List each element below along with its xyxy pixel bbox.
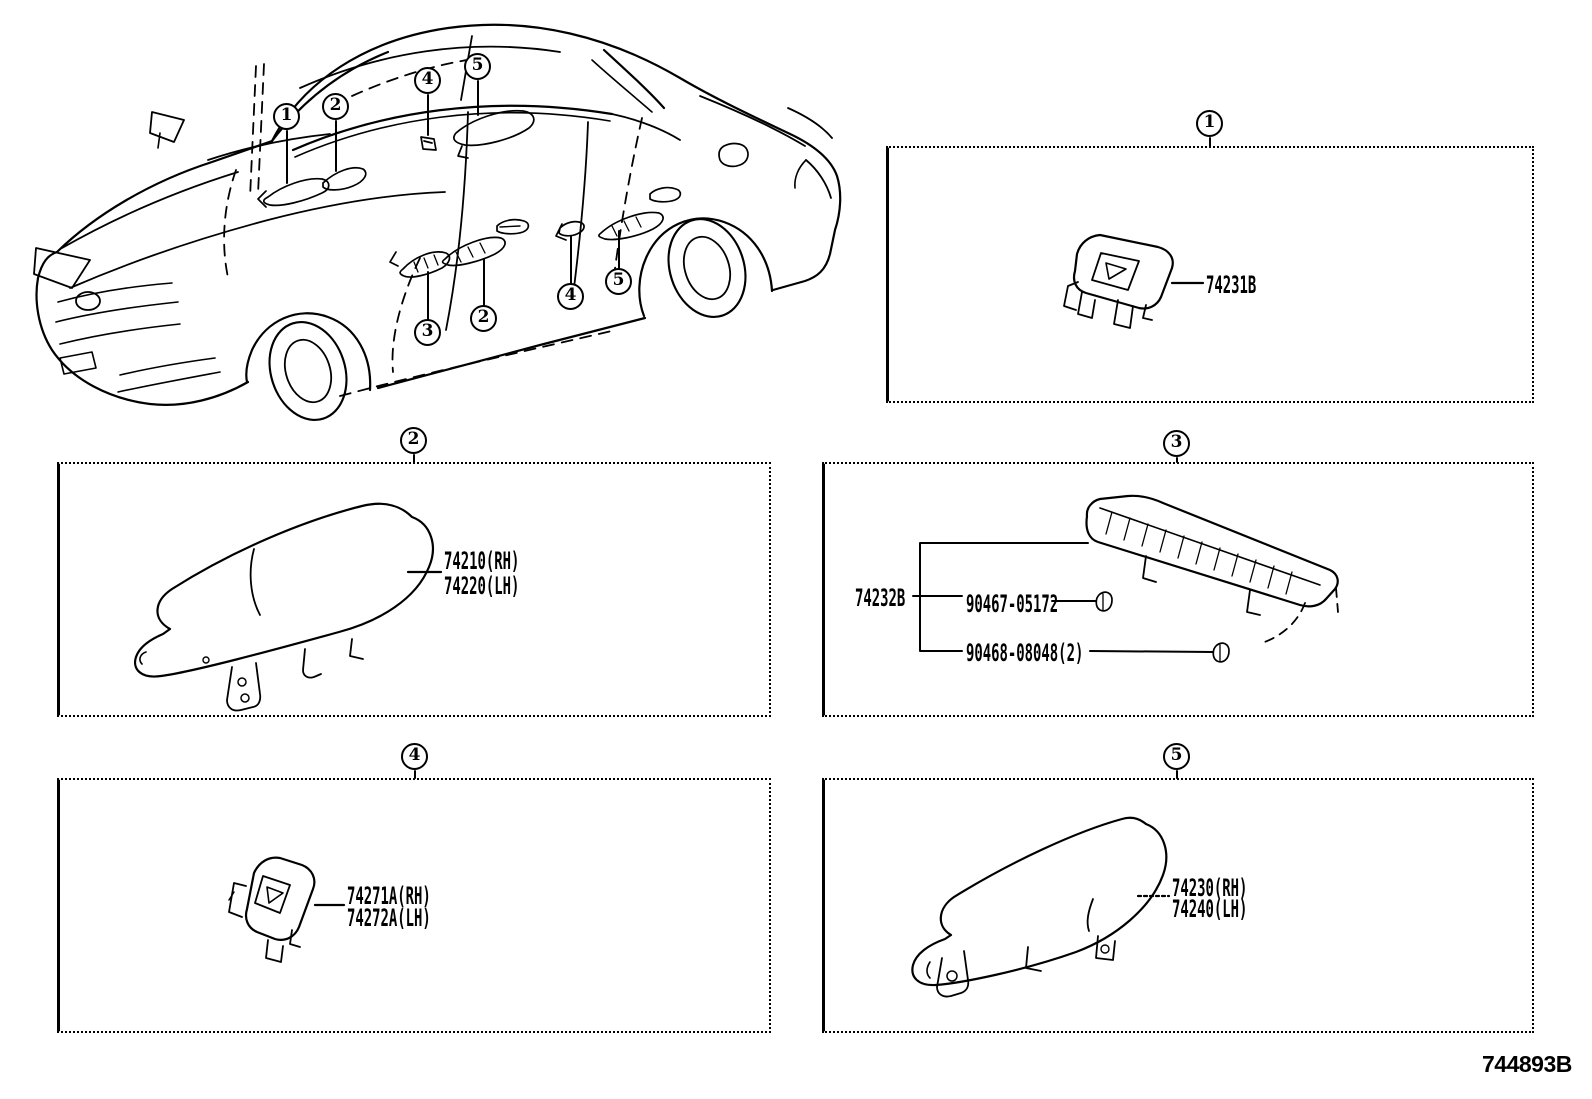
box-callout-5[interactable]: 5 [1163,743,1190,770]
part-number-74271A-RH[interactable]: 74271A(RH) [347,882,431,910]
part-number-74231B[interactable]: 74231B [1206,271,1257,299]
part-number-90468-08048[interactable]: 90468-08048(2) [966,639,1084,667]
box-callout-1[interactable]: 1 [1196,110,1223,137]
part-box-3 [822,462,1534,717]
car-callout-4[interactable]: 4 [414,67,441,94]
part-number-74230-RH[interactable]: 74230(RH) [1172,874,1248,902]
car-callout-2-lower[interactable]: 2 [470,305,497,332]
box-callout-4[interactable]: 4 [401,743,428,770]
car-callout-1[interactable]: 1 [273,103,300,130]
part-number-74232B[interactable]: 74232B [855,584,906,612]
part-number-90467-05172[interactable]: 90467-05172 [966,590,1059,618]
part-number-74210-RH[interactable]: 74210(RH) [444,547,520,575]
part-number-74240-LH[interactable]: 74240(LH) [1172,895,1248,923]
car-callout-3-lower[interactable]: 3 [414,319,441,346]
car-callout-2[interactable]: 2 [322,93,349,120]
box-callout-3[interactable]: 3 [1163,430,1190,457]
box-callout-2[interactable]: 2 [400,427,427,454]
drawing-code: 744893B [1482,1051,1572,1077]
car-callout-4-lower[interactable]: 4 [557,283,584,310]
car-callout-5[interactable]: 5 [464,53,491,80]
part-box-2 [57,462,771,717]
part-number-74220-LH[interactable]: 74220(LH) [444,572,520,600]
car-callout-5-lower[interactable]: 5 [605,268,632,295]
part-number-74272A-LH[interactable]: 74272A(LH) [347,904,431,932]
